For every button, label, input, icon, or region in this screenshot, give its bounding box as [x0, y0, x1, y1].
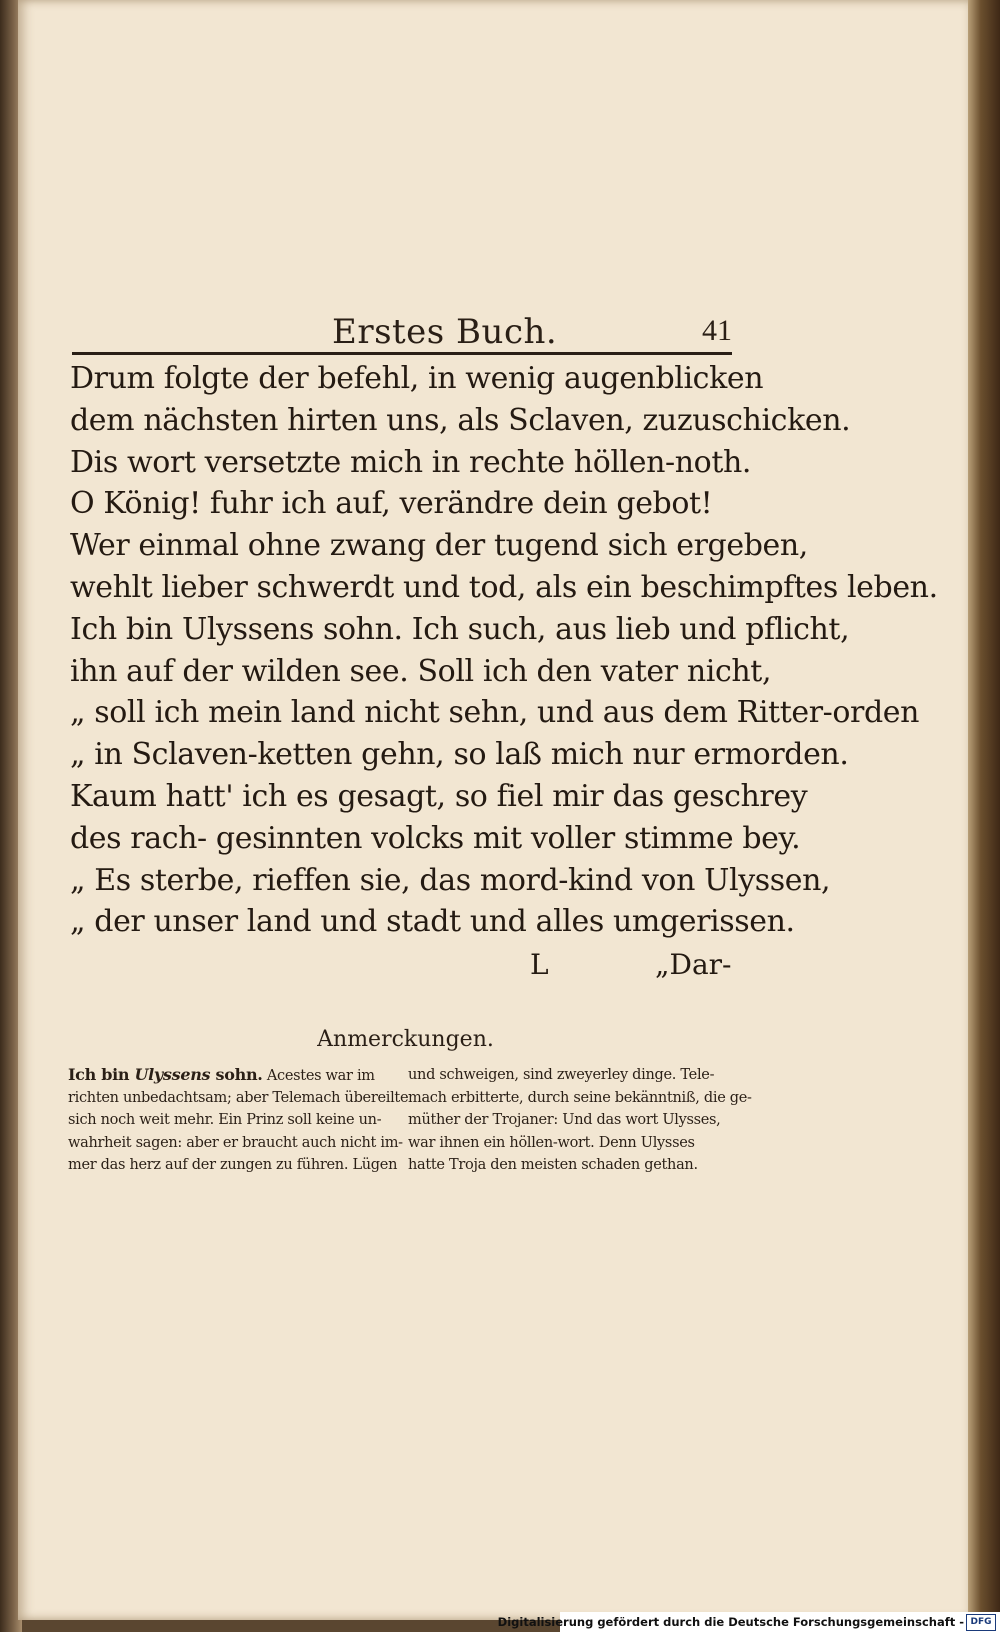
- note-line: hatte Troja den meisten schaden gethan.: [408, 1157, 698, 1173]
- lemma-name: Ulyssens: [134, 1065, 211, 1084]
- verse-line: Wer einmal ohne zwang der tugend sich ergeben,: [70, 528, 808, 564]
- book-edge-right: [968, 0, 1000, 1632]
- note-line: mach erbitterte, durch seine bekänntniß, die ge-: [408, 1089, 752, 1106]
- verse-line: ihn auf der wilden see. Soll ich den vater nicht,: [70, 653, 772, 689]
- signature-mark: L: [530, 948, 549, 981]
- verse-line: „ in Sclaven-ketten gehn, so laß mich nur ermorden.: [70, 737, 849, 773]
- verse-line: Dis wort versetzte mich in rechte höllen-noth.: [70, 444, 752, 480]
- verse-line: dem nächsten hirten uns, als Sclaven, zuzuschicken.: [70, 402, 851, 438]
- verse-block: [70, 358, 938, 943]
- note-line: müther der Trojaner: Und das wort Ulysses,: [408, 1112, 721, 1128]
- note-text: Acestes war im: [262, 1068, 375, 1084]
- lemma-tail: sohn.: [210, 1065, 263, 1084]
- verse-line: Drum folgte der befehl, in wenig augenblicken: [70, 361, 764, 396]
- verse-line: wehlt lieber schwerdt und tod, als ein beschimpftes leben.: [70, 569, 938, 605]
- note-line: mer das herz auf der zungen zu führen. Lügen: [68, 1157, 398, 1173]
- note-line: war ihnen ein höllen-wort. Denn Ulysses: [408, 1134, 695, 1151]
- page-number: 41: [702, 314, 732, 347]
- head-rule: [72, 352, 732, 355]
- catchword: „Dar-: [655, 948, 732, 981]
- verse-line: „ Es sterbe, rieffen sie, das mord-kind von Ulyssen,: [70, 862, 831, 898]
- book-page: [18, 0, 973, 1620]
- verse-line: Ich bin Ulyssens sohn. Ich such, aus lieb und pflicht,: [70, 611, 850, 647]
- notes-block: [68, 1064, 752, 1184]
- note-line: sich noch weit mehr. Ein Prinz soll keine un-: [68, 1112, 382, 1128]
- digitization-footer: [497, 1612, 1000, 1632]
- running-title: Erstes Buch.: [332, 312, 558, 352]
- verse-line: Kaum hatt' ich es gesagt, so fiel mir das geschrey: [70, 778, 808, 814]
- note-line: wahrheit sagen: aber er braucht auch nicht im-: [68, 1134, 403, 1151]
- catchword-row: [70, 948, 750, 992]
- verse-line: „ der unser land und stadt und alles umgerissen.: [70, 904, 795, 940]
- running-head: [72, 312, 732, 352]
- notes-column-left: [68, 1064, 409, 1177]
- notes-column-right: [408, 1064, 752, 1177]
- note-lemma: [68, 1065, 263, 1084]
- lemma-lead: Ich bin: [68, 1065, 135, 1084]
- verse-line: „ soll ich mein land nicht sehn, und aus dem Ritter-orden: [70, 695, 920, 731]
- notes-heading: Anmerckungen.: [317, 1027, 494, 1052]
- verse-line: O König! fuhr ich auf, verändre dein gebot!: [70, 486, 713, 522]
- note-line: richten unbedachtsam; aber Telemach übereilte: [68, 1089, 409, 1106]
- dfg-logo-icon[interactable]: DFG: [966, 1614, 996, 1631]
- note-line: und schweigen, sind zweyerley dinge. Tele-: [408, 1067, 715, 1083]
- note-line: [68, 1064, 390, 1087]
- footer-credit: Digitalisierung gefördert durch die Deutsche Forschungsgemeinschaft -: [497, 1615, 964, 1629]
- verse-line: des rach- gesinnten volcks mit voller stimme bey.: [70, 820, 801, 856]
